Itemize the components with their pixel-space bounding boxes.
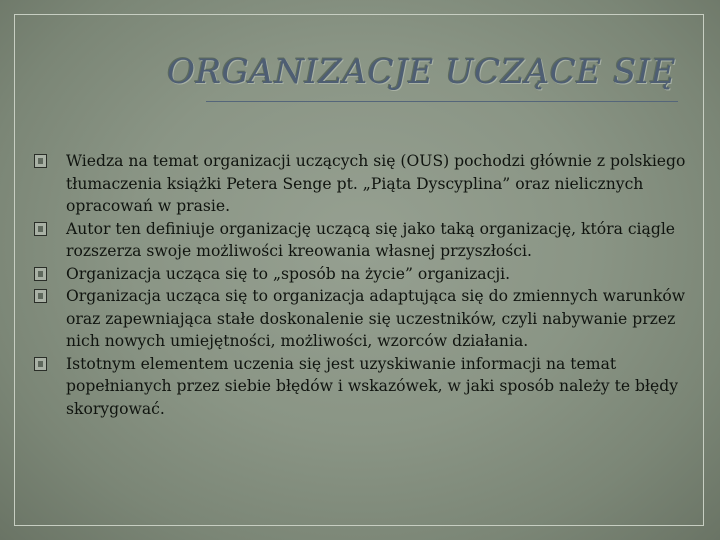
slide-title: ORGANIZACJE UCZĄCE SIĘ: [167, 52, 676, 92]
bullet-text: Wiedza na temat organizacji uczących się (OUS) pochodzi głównie z polskiego tłumaczenia książki Petera Senge pt. „Piąta Dyscyplina” oraz nielicznych opracowań w prasie.: [66, 152, 686, 215]
square-bullet-icon: [34, 154, 47, 168]
bullet-item: [34, 285, 688, 353]
bullet-item: [34, 150, 688, 218]
square-bullet-icon: [34, 357, 47, 371]
square-bullet-icon: [34, 289, 47, 303]
bullet-text: Organizacja ucząca się to organizacja adaptująca się do zmiennych warunków oraz zapewniająca stałe doskonalenie się uczestników, czyli nabywanie przez nich nowych umiejętności, możliwości, wzorców działania.: [66, 287, 686, 350]
bullet-text: Istotnym elementem uczenia się jest uzyskiwanie informacji na temat popełnianych przez siebie błędów i wskazówek, w jaki sposób należy te błędy skorygować.: [66, 354, 679, 418]
square-bullet-icon: [34, 222, 47, 236]
bullet-text: Organizacja ucząca się to „sposób na życie” organizacji.: [66, 264, 511, 283]
bullet-text: Autor ten definiuje organizację uczącą się jako taką organizację, która ciągle rozszerza swoje możliwości kreowania własnej przyszłości.: [66, 219, 676, 260]
bullet-item: [34, 218, 688, 263]
square-bullet-icon: [34, 267, 47, 281]
bullet-list: [34, 150, 688, 420]
bullet-item: [34, 353, 688, 421]
title-underline: [206, 101, 678, 102]
bullet-item: [34, 263, 688, 286]
